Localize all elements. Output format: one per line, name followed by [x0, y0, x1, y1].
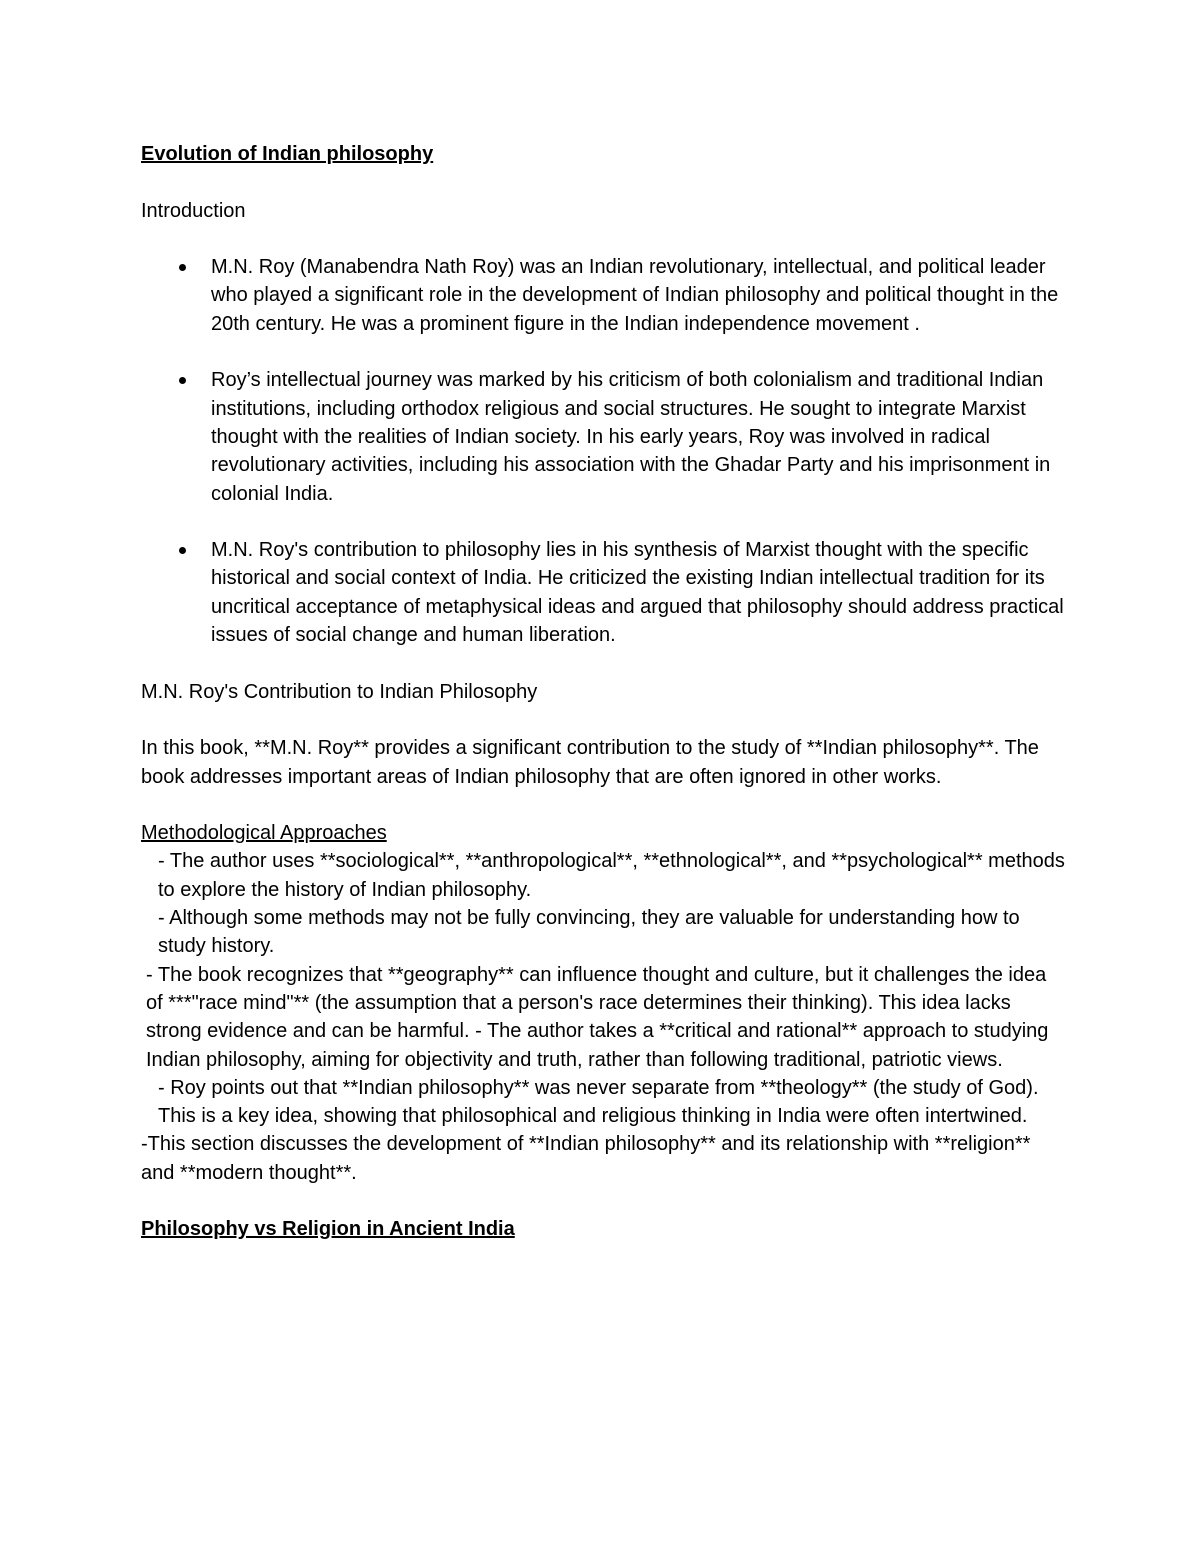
methods-line: - The book recognizes that **geography** can influence thought and culture, but it challenges the idea of ***"race mind"** (the assumption that a person's race determines their thinking). This idea lacks strong evidence and can be harmful. - The author takes a **critical and rational** approach to studying Indian philosophy, aiming for objectivity and truth, rather than following traditional, patriotic views. [146, 963, 1049, 1071]
contribution-heading: M.N. Roy's Contribution to Indian Philosophy [141, 680, 538, 703]
bullet-item [141, 366, 1066, 507]
methods-line: - The author uses **sociological**, **anthropological**, **ethnological**, and **psychological** methods to explore the history of Indian philosophy. [158, 850, 1065, 901]
bullet-dot-icon [179, 264, 186, 271]
introduction-heading: Introduction [141, 199, 246, 222]
document-page [141, 140, 1066, 1244]
bullet-text: M.N. Roy's contribution to philosophy lies in his synthesis of Marxist thought with the specific historical and social context of India. He criticized the existing Indian intellectual tradition for its uncritical acceptance of metaphysical ideas and argued that philosophy should address practical issues of social change and human liberation. [211, 539, 1064, 647]
methods-line: -This section discusses the development of **Indian philosophy** and its relationship with **religion** and **modern thought**. [141, 1133, 1031, 1184]
bullet-text: Roy’s intellectual journey was marked by his criticism of both colonialism and traditional Indian institutions, including orthodox religious and social structures. He sought to integrate Marxist thought with the realities of Indian society. In his early years, Roy was involved in radical revolutionary activities, including his association with the Ghadar Party and his imprisonment in colonial India. [211, 369, 1051, 505]
bullet-text: M.N. Roy (Manabendra Nath Roy) was an Indian revolutionary, intellectual, and political leader who played a significant role in the development of Indian philosophy and political thought in the 20th century. He was a prominent figure in the Indian independence movement . [211, 256, 1059, 335]
bullet-item [141, 253, 1066, 338]
section-heading: Philosophy vs Religion in Ancient India [141, 1218, 515, 1241]
methods-line: - Roy points out that **Indian philosophy** was never separate from **theology** (the study of God). This is a key idea, showing that philosophical and religious thinking in India were often intertwined. [158, 1076, 1039, 1128]
bullet-dot-icon [179, 547, 186, 554]
contribution-paragraph: In this book, **M.N. Roy** provides a significant contribution to the study of **Indian philosophy**. The book addresses important areas of Indian philosophy that are often ignored in other works. [141, 737, 1039, 788]
document-title: Evolution of Indian philosophy [141, 143, 434, 165]
intro-bullet-list [141, 253, 1066, 649]
bullet-dot-icon [179, 377, 186, 384]
methods-line: - Although some methods may not be fully convincing, they are valuable for understanding how to study history. [158, 907, 1020, 958]
bullet-item [141, 536, 1066, 649]
methods-heading: Methodological Approaches [141, 822, 387, 845]
